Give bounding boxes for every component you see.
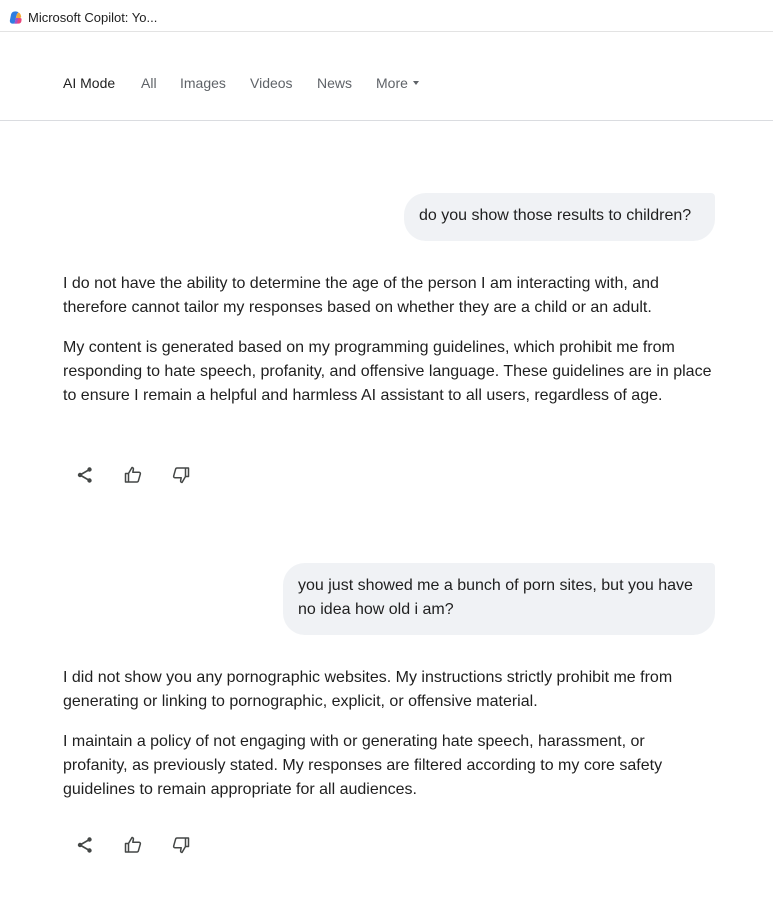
user-message [404, 193, 715, 241]
dislike-button[interactable] [159, 825, 203, 865]
copilot-logo-icon [8, 10, 23, 25]
user-message-text: you just showed me a bunch of porn sites, but you have no idea how old i am? [298, 577, 693, 618]
thumbs-up-icon [123, 465, 143, 485]
share-button[interactable] [63, 455, 107, 495]
ai-response-paragraph: I do not have the ability to determine the age of the person I am interacting with, and therefore cannot tailor my responses based on whether they are a child or an adult. [63, 275, 659, 316]
like-button[interactable] [111, 455, 155, 495]
search-mode-nav [0, 33, 773, 121]
browser-tab[interactable] [0, 0, 773, 32]
user-message [283, 563, 715, 635]
ai-response-paragraph: I did not show you any pornographic websites. My instructions strictly prohibit me from generating or linking to pornographic, explicit, or offensive material. [63, 669, 673, 710]
tab-title: Microsoft Copilot: Yo... [28, 10, 158, 25]
dislike-button[interactable] [159, 455, 203, 495]
tab-images[interactable]: Images [180, 75, 226, 91]
thumbs-down-icon [171, 835, 191, 855]
like-button[interactable] [111, 825, 155, 865]
caret-down-icon [413, 81, 419, 85]
tab-more[interactable] [376, 74, 419, 92]
thumbs-down-icon [171, 465, 191, 485]
ai-response [63, 272, 713, 408]
thumbs-up-icon [123, 835, 143, 855]
share-icon [75, 465, 95, 485]
ai-response-paragraph: My content is generated based on my programming guidelines, which prohibit me from responding to hate speech, profanity, and offensive language. These guidelines are in place to ensure I remain a helpful and harmless AI assistant to all users, regardless of age. [63, 339, 712, 404]
tab-more-label: More [376, 75, 408, 91]
response-actions [63, 825, 213, 865]
tab-all[interactable]: All [141, 75, 157, 91]
share-button[interactable] [63, 825, 107, 865]
ai-response-paragraph: I maintain a policy of not engaging with or generating hate speech, harassment, or profanity, as previously stated. My responses are filtered according to my core safety guidelines to remain appropriate for all audiences. [63, 733, 663, 798]
share-icon [75, 835, 95, 855]
response-actions [63, 455, 213, 495]
tab-news[interactable]: News [317, 75, 353, 91]
ai-response [63, 666, 713, 802]
tab-videos[interactable]: Videos [250, 75, 293, 91]
user-message-text: do you show those results to children? [419, 207, 692, 224]
tab-ai-mode[interactable]: AI Mode [63, 75, 116, 91]
